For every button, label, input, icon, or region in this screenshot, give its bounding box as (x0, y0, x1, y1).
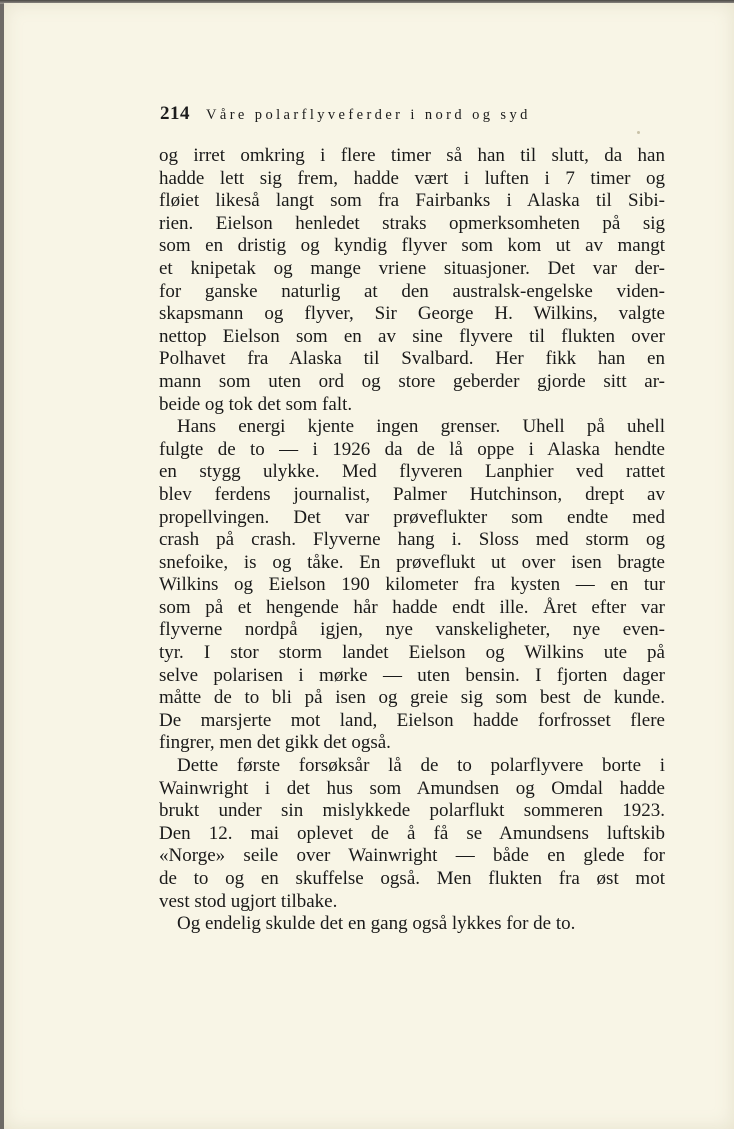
text-line: som en dristig og kyndig flyver som kom ut av mangt (159, 235, 665, 257)
text-line: Wilkins og Eielson 190 kilometer fra kysten — en tur (159, 574, 665, 596)
text-line: beide og tok det som falt. (159, 393, 353, 415)
paper-speck (637, 131, 640, 134)
text-line: Hans energi kjente ingen grenser. Uhell på uhell (177, 416, 665, 438)
text-line: Og endelig skulde det en gang også lykkes for de to. (177, 913, 576, 935)
text-line: hadde lett sig frem, hadde vært i luften i 7 timer og (159, 167, 665, 189)
text-line: brukt under sin mislykkede polarflukt sommeren 1923. (159, 800, 665, 822)
text-line: fingrer, men det gikk det også. (159, 732, 391, 754)
text-line: skapsmann og flyver, Sir George H. Wilkins, valgte (159, 303, 665, 325)
text-line: et knipetak og mange vriene situasjoner. Det var der- (159, 257, 665, 279)
text-line: propellvingen. Det var prøveflukter som endte med (159, 506, 665, 528)
running-head (160, 103, 640, 125)
body-text (159, 145, 665, 936)
text-line: «Norge» seile over Wainwright — både en glede for (159, 845, 665, 867)
text-line: Wainwright i det hus som Amundsen og Omdal hadde (159, 777, 665, 799)
page-number: 214 (160, 103, 190, 124)
text-line: blev ferdens journalist, Palmer Hutchinson, drept av (159, 483, 665, 505)
text-line: for ganske naturlig at den australsk-engelske viden- (159, 280, 665, 302)
text-line: crash på crash. Flyverne hang i. Sloss med storm og (159, 529, 665, 551)
text-line: mann som uten ord og store geberder gjorde sitt ar- (159, 370, 665, 392)
text-line: fløiet likeså langt som fra Fairbanks i Alaska til Sibi- (159, 190, 665, 212)
text-line: snefoike, is og tåke. En prøveflukt ut over isen bragte (159, 551, 665, 573)
text-line: selve polarisen i mørke — uten bensin. I fjorten dager (159, 664, 665, 686)
text-line: flyverne nordpå igjen, nye vanskeligheter, nye even- (159, 619, 665, 641)
text-line: de to og en skuffelse også. Men flukten fra øst mot (159, 868, 665, 889)
text-line: De marsjerte mot land, Eielson hadde forfrosset flere (159, 709, 665, 731)
text-line: nettop Eielson som en av sine flyvere til flukten over (159, 325, 665, 347)
text-line: vest stod ugjort tilbake. (159, 890, 338, 912)
text-line: Polhavet fra Alaska til Svalbard. Her fikk han en (159, 348, 665, 370)
text-line: og irret omkring i flere timer så han til slutt, da han (159, 145, 665, 166)
text-line: en stygg ulykke. Med flyveren Lanphier ved rattet (159, 461, 665, 483)
text-line: rien. Eielson henledet straks opmerksomheten på sig (159, 212, 665, 234)
text-line: måtte de to bli på isen og greie sig som best de kunde. (159, 687, 665, 709)
running-title: Våre polarflyveferder i nord og syd (206, 107, 531, 123)
text-line: fulgte de to — i 1926 da de lå oppe i Alaska hendte (159, 438, 665, 460)
text-line: Den 12. mai oplevet de å få se Amundsens luftskib (159, 822, 665, 844)
text-line: Dette første forsøksår lå de to polarflyvere borte i (177, 755, 665, 777)
text-line: som på et hengende hår hadde endt ille. Året efter var (159, 596, 665, 618)
text-line: tyr. I stor storm landet Eielson og Wilkins ute på (159, 642, 665, 664)
